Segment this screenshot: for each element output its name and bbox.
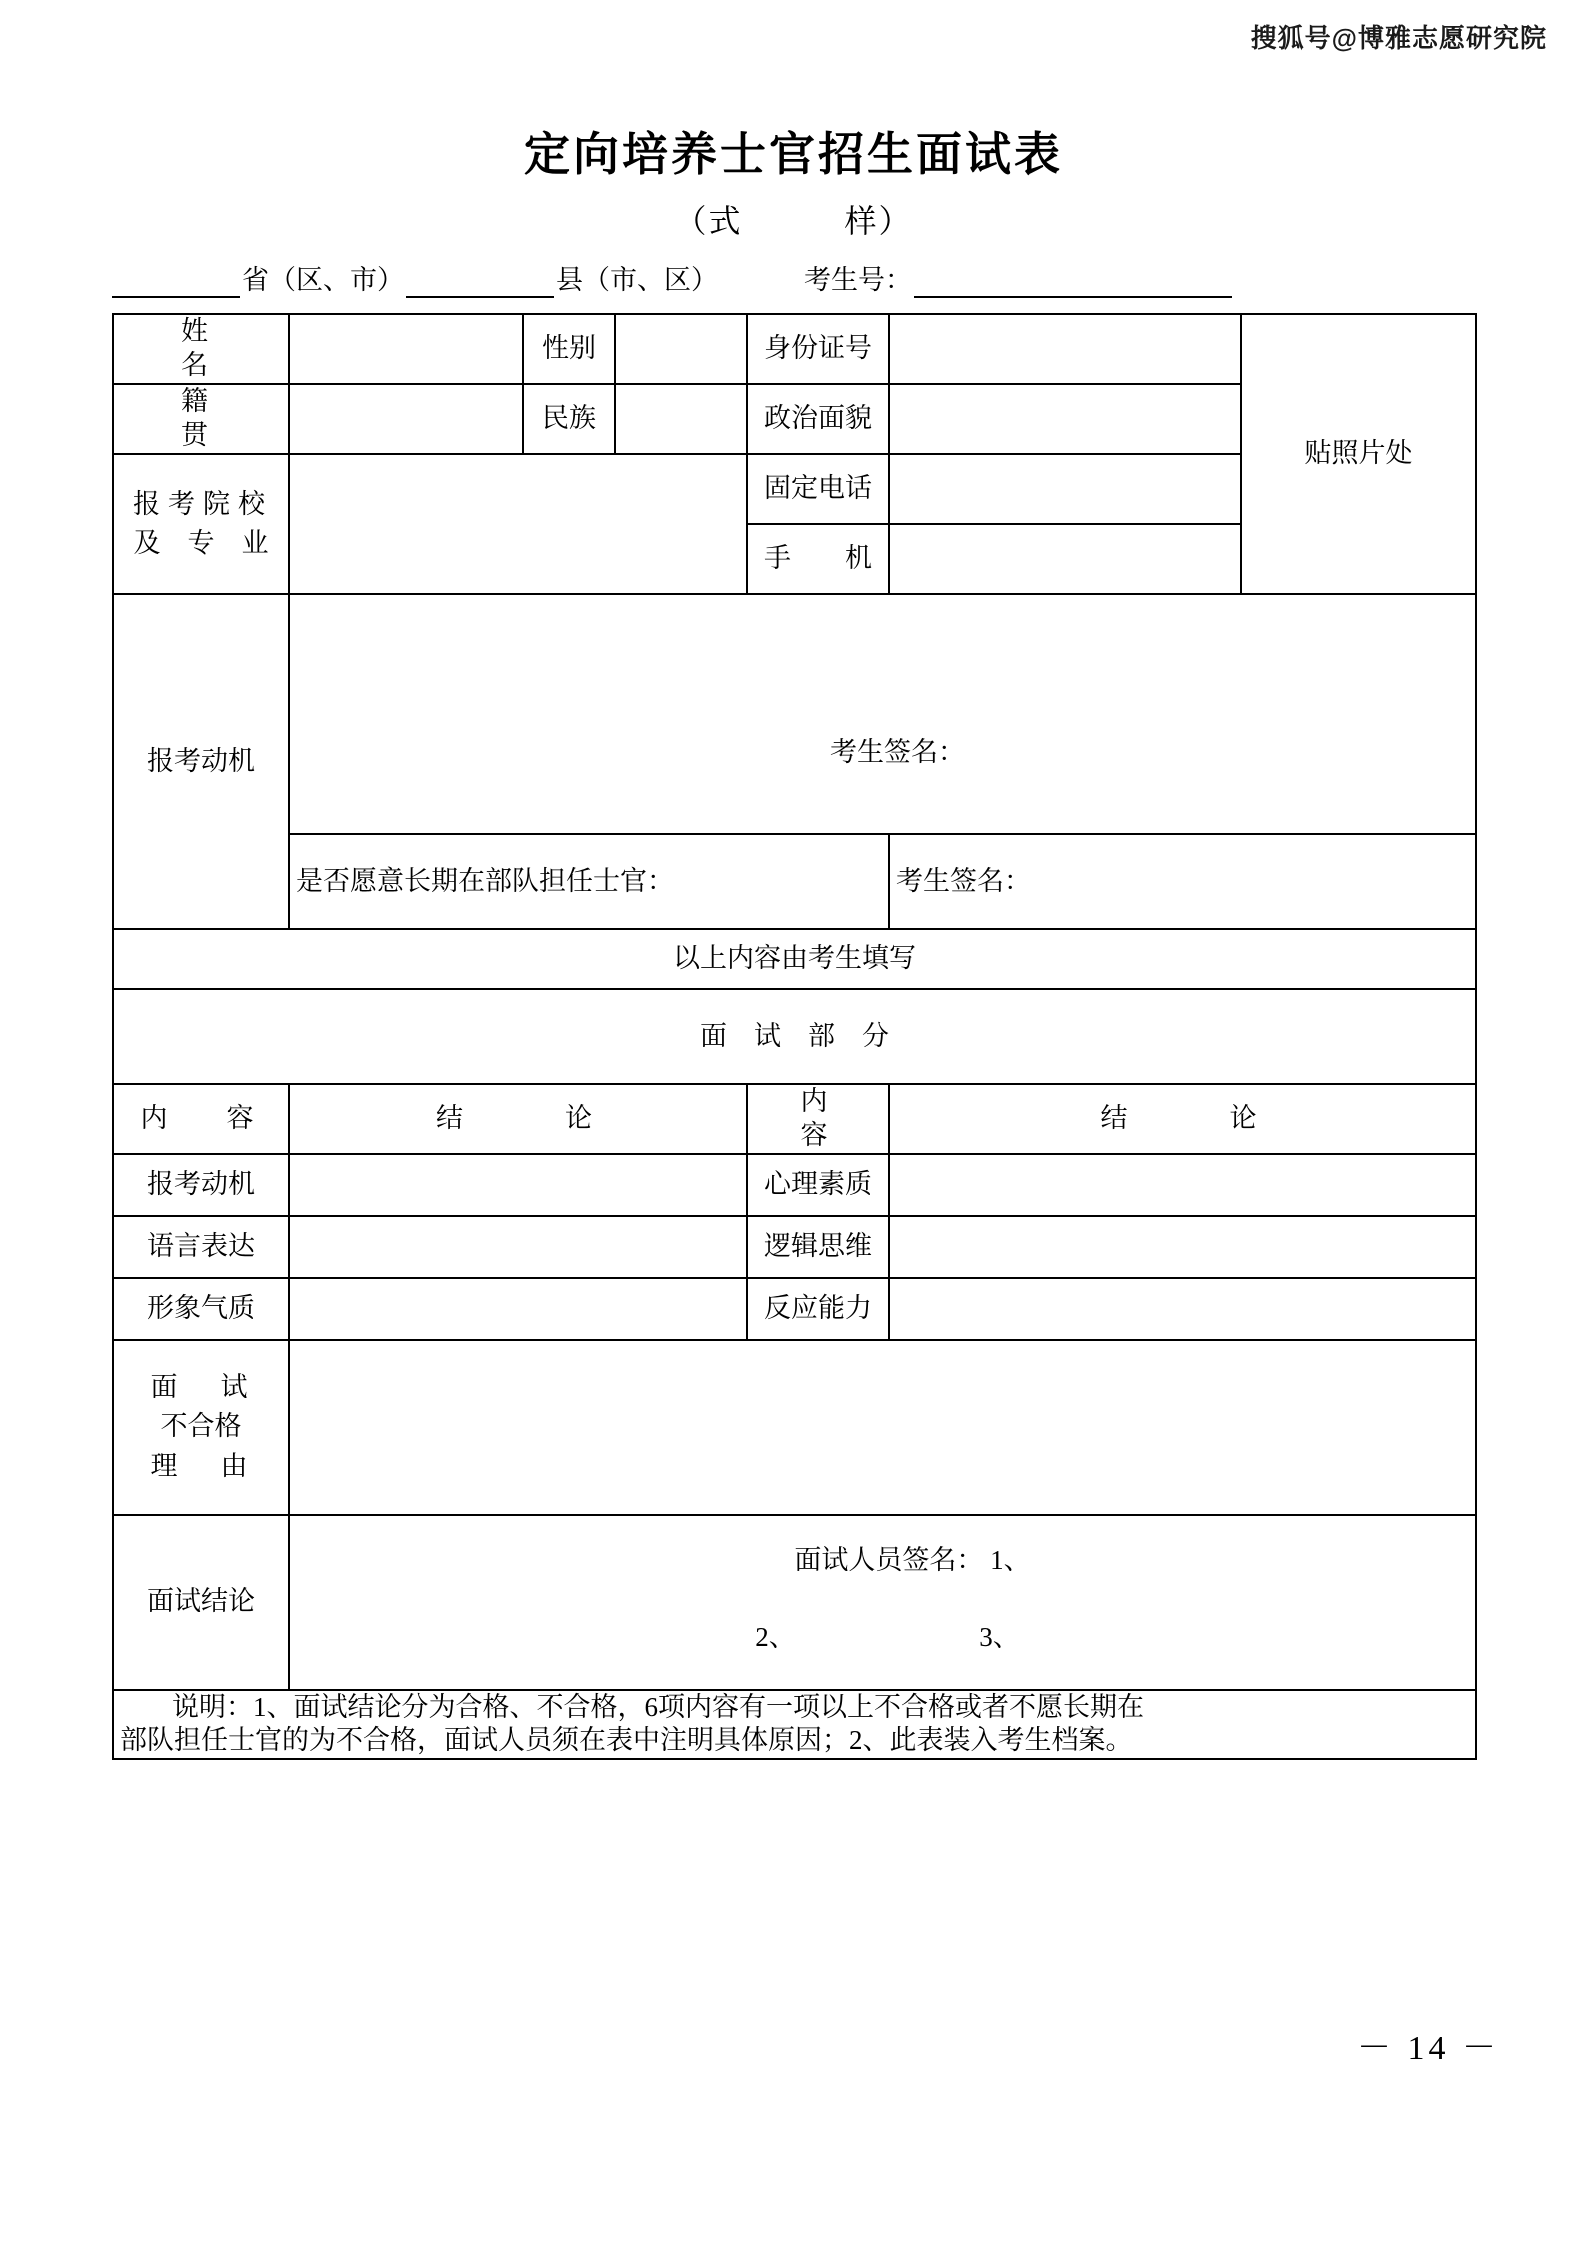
candidate-no-blank[interactable] — [914, 268, 1232, 298]
interview-item-left-1: 语言表达 — [113, 1216, 289, 1278]
table-row — [113, 1340, 1476, 1515]
table-row — [113, 1084, 1476, 1154]
interview-result-left-0[interactable] — [289, 1154, 747, 1216]
interview-item-right-1: 逻辑思维 — [747, 1216, 889, 1278]
political-status-value-cell[interactable] — [889, 384, 1241, 454]
candidate-signature-label: 考生签名： — [830, 737, 965, 768]
note-line-1-text: 说明：1、面试结论分为合格、不合格，6项内容有一项以上不合格或者不愿长期在 — [172, 1691, 1144, 1722]
county-suffix-label: 县（市、区） — [556, 265, 718, 295]
landline-label: 固定电话 — [747, 454, 889, 524]
interview-header-result-left: 结 论 — [289, 1084, 747, 1154]
fail-reason-value-cell[interactable] — [289, 1340, 1476, 1515]
id-number-label: 身份证号 — [747, 314, 889, 384]
motivation-label: 报考动机 — [113, 594, 289, 929]
table-row — [113, 834, 1476, 929]
table-row — [113, 314, 1476, 384]
interview-result-left-2[interactable] — [289, 1278, 747, 1340]
motivation-value-cell[interactable] — [289, 594, 1476, 834]
interview-result-right-2[interactable] — [889, 1278, 1476, 1340]
interview-result-right-1[interactable] — [889, 1216, 1476, 1278]
interviewer-sign-1[interactable]: 1、 — [990, 1544, 1031, 1575]
watermark-label: 搜狐号@博雅志愿研究院 — [1250, 23, 1547, 53]
table-row — [113, 1278, 1476, 1340]
interviewer-signature-block — [296, 1516, 1469, 1689]
interview-item-left-0: 报考动机 — [113, 1154, 289, 1216]
page-number: － 14 － — [1357, 2030, 1500, 2067]
table-row — [113, 1515, 1476, 1690]
interview-item-left-2: 形象气质 — [113, 1278, 289, 1340]
interview-section-title: 面 试 部 分 — [113, 989, 1476, 1084]
table-row — [113, 929, 1476, 989]
table-row — [113, 989, 1476, 1084]
political-status-label: 政治面貌 — [747, 384, 889, 454]
ethnic-label: 民族 — [523, 384, 615, 454]
page-title: 定向培养士官招生面试表 — [524, 128, 1063, 180]
name-label: 姓 名 — [113, 314, 289, 384]
county-blank[interactable] — [406, 268, 554, 298]
table-row — [113, 594, 1476, 834]
conclusion-value-cell[interactable] — [289, 1515, 1476, 1690]
interview-result-right-0[interactable] — [889, 1154, 1476, 1216]
candidate-no-label: 考生号： — [804, 265, 912, 295]
gender-label: 性别 — [523, 314, 615, 384]
interviewer-sign-2[interactable]: 2、 — [755, 1622, 796, 1653]
school-major-value-cell[interactable] — [289, 454, 747, 594]
interview-header-result-right: 结 论 — [889, 1084, 1476, 1154]
interviewer-sign-3[interactable]: 3、 — [979, 1622, 1020, 1653]
name-value-cell[interactable] — [289, 314, 523, 384]
province-suffix-label: 省（区、市） — [242, 265, 404, 295]
interview-result-left-1[interactable] — [289, 1216, 747, 1278]
origin-label: 籍 贯 — [113, 384, 289, 454]
mobile-value-cell[interactable] — [889, 524, 1241, 594]
long-term-question-cell[interactable]: 是否愿意长期在部队担任士官： — [289, 834, 889, 929]
interview-item-right-0: 心理素质 — [747, 1154, 889, 1216]
school-major-label: 报考院校 及 专 业 — [113, 454, 289, 594]
table-row — [113, 1216, 1476, 1278]
photo-placeholder-cell[interactable]: 贴照片处 — [1241, 314, 1476, 594]
note-line-1 — [120, 1691, 1469, 1725]
interviewer-signature-line-1 — [296, 1516, 1469, 1578]
fail-reason-label: 面 试 不合格 理 由 — [113, 1340, 289, 1515]
page-subtitle: （式 样） — [674, 203, 913, 239]
mobile-label: 手 机 — [747, 524, 889, 594]
table-row — [113, 1690, 1476, 1760]
motivation-signature-wrap — [296, 658, 1469, 770]
ethnic-value-cell[interactable] — [615, 384, 747, 454]
province-blank[interactable] — [112, 268, 240, 298]
long-term-signature-cell[interactable]: 考生签名： — [889, 834, 1476, 929]
filled-by-candidate-note: 以上内容由考生填写 — [113, 929, 1476, 989]
interviewer-sign-label: 面试人员签名： — [794, 1544, 984, 1575]
note-cell — [113, 1690, 1476, 1760]
interview-header-content-left: 内 容 — [113, 1084, 289, 1154]
id-number-value-cell[interactable] — [889, 314, 1241, 384]
interview-form-table — [112, 313, 1477, 1760]
interview-header-content-right: 内 容 — [747, 1084, 889, 1154]
interview-item-right-2: 反应能力 — [747, 1278, 889, 1340]
interviewer-signature-line-2 — [296, 1577, 1469, 1655]
conclusion-label: 面试结论 — [113, 1515, 289, 1690]
note-line-2-text: 部队担任士官的为不合格，面试人员须在表中注明具体原因；2、此表装入考生档案。 — [120, 1725, 1133, 1756]
gender-value-cell[interactable] — [615, 314, 747, 384]
header-info-line — [112, 258, 1475, 298]
table-row — [113, 1154, 1476, 1216]
landline-value-cell[interactable] — [889, 454, 1241, 524]
origin-value-cell[interactable] — [289, 384, 523, 454]
